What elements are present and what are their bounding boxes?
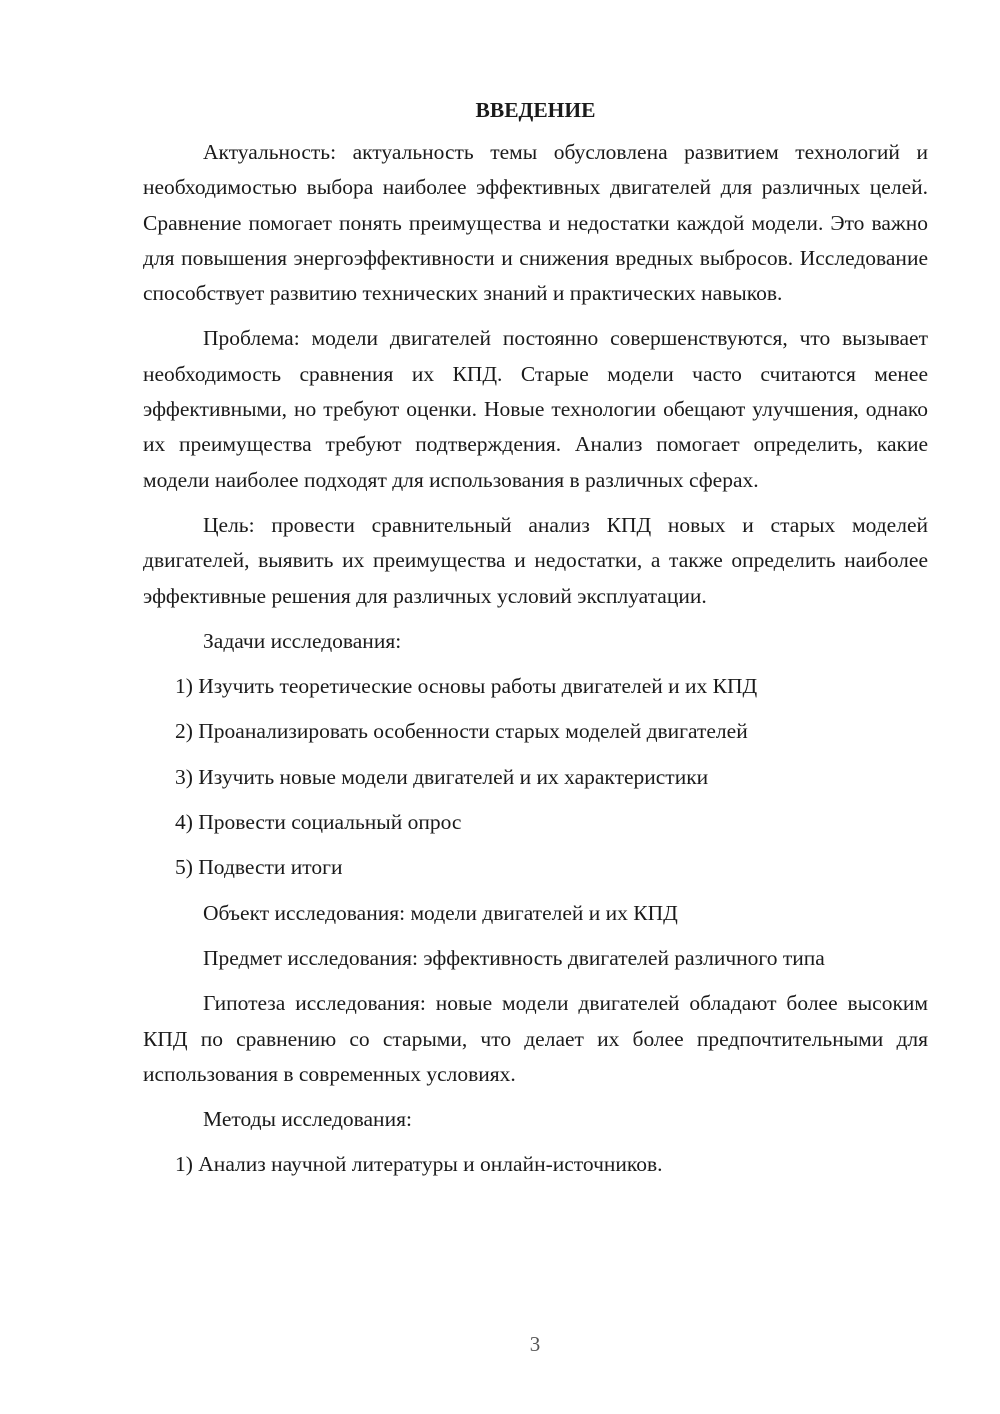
methods-title: Методы исследования: [203, 1107, 412, 1132]
object-line: Объект исследования: модели двигателей и их КПД [203, 900, 678, 925]
problem-paragraph: Проблема: модели двигателей постоянно совершенствуются, что вызывает необходимость сравнения их КПД. Старые модели часто считаются менее эффективными, но требуют оценки. Новые технологии обещают улучшения, однако их преимущества требуют подтверждения. Анализ помогает определить, какие модели наиболее подходят для использования в различных сферах. [143, 326, 928, 492]
section-heading: ВВЕДЕНИЕ [475, 98, 596, 122]
task-item: 3) Изучить новые модели двигателей и их характеристики [175, 764, 709, 789]
task-item: 5) Подвести итоги [175, 855, 343, 880]
page-number: 3 [529, 1332, 541, 1356]
relevance-paragraph: Актуальность: актуальность темы обусловлена развитием технологий и необходимостью выбора наиболее эффективных двигателей для различных целей. Сравнение помогает понять преимущества и недостатки каждой модели. Это важно для повышения энергоэффективности и снижения вредных выбросов. Исследование способствует развитию технических знаний и практических навыков. [143, 140, 928, 306]
goal-paragraph: Цель: провести сравнительный анализ КПД новых и старых моделей двигателей, выявить их преимущества и недостатки, а также определить наиболее эффективные решения для различных условий эксплуатации. [143, 512, 928, 608]
subject-line: Предмет исследования: эффективность двигателей различного типа [203, 945, 825, 970]
task-item: 2) Проанализировать особенности старых моделей двигателей [175, 719, 748, 744]
document-body [143, 93, 928, 1193]
task-item: 4) Провести социальный опрос [175, 810, 462, 835]
hypothesis-paragraph: Гипотеза исследования: новые модели двигателей обладают более высоким КПД по сравнению со старыми, что делает их более предпочтительными для использования в современных условиях. [143, 991, 928, 1086]
method-item: 1) Анализ научной литературы и онлайн-источников. [175, 1152, 663, 1177]
task-item: 1) Изучить теоретические основы работы двигателей и их КПД [175, 674, 758, 699]
tasks-title: Задачи исследования: [203, 628, 402, 653]
